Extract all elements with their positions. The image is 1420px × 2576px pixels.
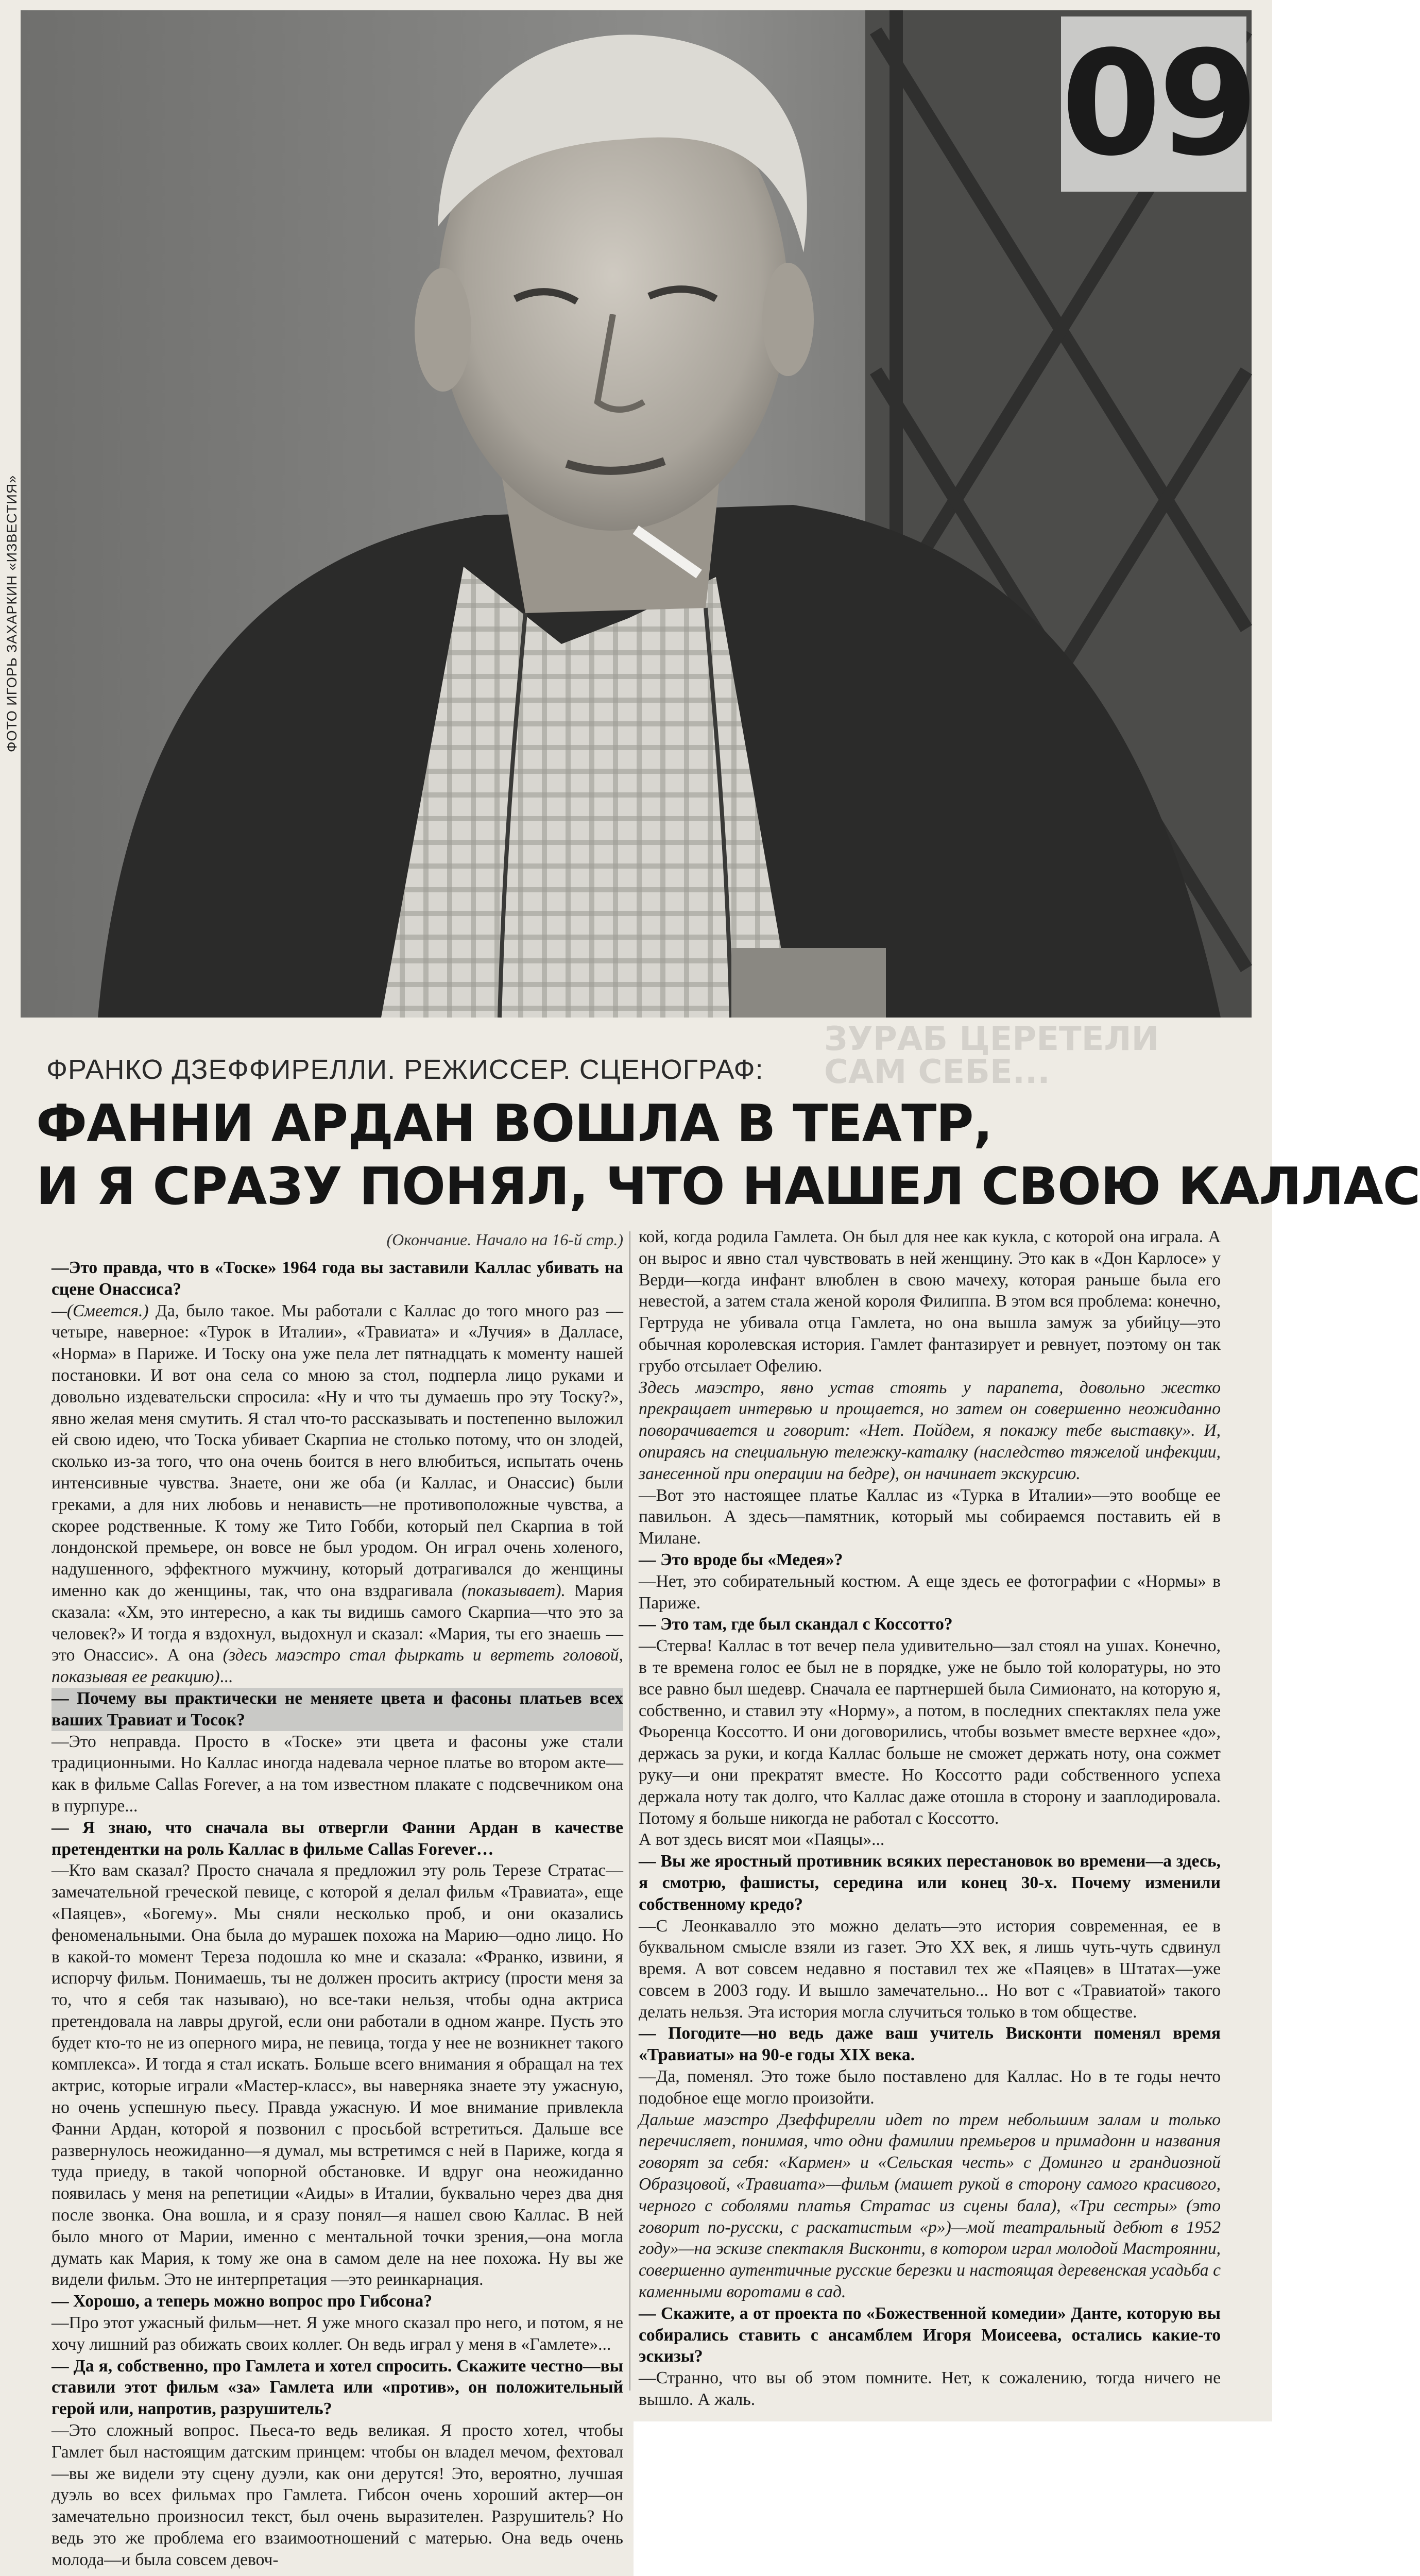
question-1: —Это правда, что в «Тоске» 1964 года вы заставили Каллас убивать на сцене Онассиса? [52, 1258, 623, 1299]
answer-3: —Кто вам сказал? Просто сначала я предложил эту роль Терезе Стратас—замечательной греческой певице, с которой я делал фильм «Травиата», еще «Паяцев», «Богему». Мы сняли несколько проб, и они оказались феноменальными. Она была до мурашек похожа на Марию—одно лицо. Но в какой-то момент Тереза подошла ко мне и сказала: «Франко, извини, я испорчу фильм. Понимаешь, ты не должен просить актрису (прости меня за то, что я себя так называю), но все-таки нельзя, чтобы одна актриса претендовала на лавры другой, если они работали в одном жанре. Пусть это будет кто-то не из оперного мира, не певица, тогда у нее не возникнет такого комплекса». И тогда я стал искать. Больше всего внимания я обращал на тех актрис, которые играли «Мастер-класс», вы наверняка знаете эту ужасную, но очень успешную пьесу. Правда ужасную. И мое внимание привлекла Фанни Ардан, которой я позвонил с просьбой встретиться. Дальше все развернулось неожиданно—я думал, мы встретимся с ней в Париже, когда я туда приеду, в такой чопорной обстановке. И вдруг она неожиданно появилась у меня на репетиции «Аиды» в Италии, буквально через два дня после звонка. Она вошла, и я сразу понял—я нашел свою Каллас. В ней было много от Марии, именно с ментальной точки зрения,—она могла думать как Мария, к тому же она в самом деле на нее похожа. Ну вы же видели фильм. Это не интерпретация —это реинкарнация. [52, 1861, 623, 2290]
answer-1-aside-3: (здесь маэстро стал фыркать и вертеть головой, показывая ее реакцию) [52, 1646, 623, 1687]
paragraph-5-italic: Дальше маэстро Дзеффирелли идет по трем небольшим залам и только перечисляет, понимая, что одни фамилии премьеров и примадонн и названия говорят за себя: «Кармен» и «Сельская честь» с Доминго и грандиозной Образцовой, «Травиата»—фильм (машет рукой в сторону самого красивого, черного с соболями платья Стратас из сцены бала), «Три сестры» (это говорит по-русски, с раскатистым «р»)—мой театральный дебют в 1952 году»—на эскизе спектакля Висконти, в котором играл молодой Мастроянни, совершенно аутентичные русские березки и настоящая деревенская усадьба с каменными воротами в сад. [639, 2110, 1221, 2302]
question-5: — Да я, собственно, про Гамлета и хотел спросить. Скажите честно—вы ставили этот фильм «за» Гамлета или «против», он положительный герой или, напротив, разрушитель? [52, 2356, 623, 2419]
paragraph-2-italic: Здесь маэстро, явно устав стоять у парапета, довольно жестко прекращает интервью и прощается, но затем он совершенно неожиданно поворачивается и говорит: «Нет. Пойдем, я покажу тебе выставку». И, опираясь на специальную тележку-каталку (наследство тяжелой инфекции, занесенной при операции на бедре), он начинает экскурсию. [639, 1378, 1221, 1483]
paragraph-1: кой, когда родила Гамлета. Он был для нее как кукла, с которой она играла. А он вырос и явно стал чувствовать в ней женщину. Это как в «Дон Карлосе» у Верди—когда инфант влюблен в свою мачеху, которая раньше была его невестой, а затем стала женой короля Филиппа. В этом вся проблема: конечно, Гертруда не убивала отца Гамлета, но она вышла замуж за убийцу—это обычная королевская история. Гамлет фантазирует и ревнует, поэтому он так грубо отсылает Офелию. [639, 1227, 1221, 1376]
question-3: — Я знаю, что сначала вы отвергли Фанни Ардан в качестве претендентки на роль Каллас в фильме Callas Forever… [52, 1818, 623, 1859]
photo-credit: ФОТО ИГОРЬ ЗАХАРКИН «ИЗВЕСТИЯ» [4, 474, 20, 752]
paragraph-4: А вот здесь висят мои «Паяцы»... [639, 1830, 885, 1850]
answer-1 [52, 1300, 623, 1688]
answer-1-aside: —(Смеется.) [52, 1301, 149, 1320]
bleed-line-1: ЗУРАБ ЦЕРЕТЕЛИ [824, 1020, 1159, 1058]
question-4: — Хорошо, а теперь можно вопрос про Гибсона? [52, 2292, 433, 2311]
answer-9: —Да, поменял. Это тоже было поставлено для Каллас. Но в те годы нечто подобное еще могло произойти. [639, 2067, 1221, 2108]
column-divider [629, 1231, 630, 2391]
question-7: — Это там, где был скандал с Коссотто? [639, 1615, 953, 1634]
answer-1-text-2: Мария сказала: «Хм, это интересно, а как ты видишь самого Скарпиа—что это за человек?» И тогда я вздохнул, выдохнул и сказал: «Мария, ты его знаешь —это Онассис». А она [52, 1581, 623, 1665]
answer-2: —Это неправда. Просто в «Тоске» эти цвета и фасоны уже стали традиционными. Но Каллас иногда надевала черное платье во втором акте—как в фильме Callas Forever, а на том известном плакате с подсвечником она в пурпуре... [52, 1732, 623, 1816]
paragraph-3: —Вот это настоящее платье Каллас из «Турка в Италии»—это вообще ее павильон. А здесь—памятник, который мы собираемся поставить ей в Милане. [639, 1485, 1221, 1548]
article-kicker: ФРАНКО ДЗЕФФИРЕЛЛИ. РЕЖИССЕР. СЦЕНОГРАФ: [46, 1054, 764, 1085]
headline-line-2: И Я СРАЗУ ПОНЯЛ, ЧТО НАШЕЛ СВОЮ КАЛЛАС [36, 1156, 1420, 1216]
question-2: — Почему вы практически не меняете цвета и фасоны платьев всех ваших Травиат и Тосок? [52, 1688, 623, 1731]
page-number: 09 [1061, 16, 1246, 192]
answer-5: —Это сложный вопрос. Пьеса-то ведь великая. Я просто хотел, чтобы Гамлет был настоящим датским принцем: чтобы он владел мечом, фехтовал—вы же видели эту сцену дуэли, как они дерутся! Это, вероятно, лучшая дуэль во всех фильмах про Гамлета. Гибсон очень хороший актер—он замечательно произносил текст, был очень выразителен. Разрушитель? Но ведь это же проблема его взаимоотношений с матерью. Она ведь очень молода—и была совсем девоч- [52, 2421, 623, 2569]
answer-1-text: Да, было такое. Мы работали с Каллас до того много раз —четыре, наверное: «Турок в Италии», «Травиата» и «Лучия» в Далласе, «Норма» в Париже. И Тоску она уже пела лет пятнадцать к моменту нашей постановки. И вот она села со мною за стол, подперла лицо руками и довольно издевательски спросила: «Ну и что ты думаешь про эту Тоску?», явно желая меня смутить. Я стал что-то рассказывать и постепенно выложил ей свою идею, что Тоска убивает Скарпиа не столько потому, что он злодей, сколько из-за того, что она очень боится в него влюбиться, испытать очень интенсивные чувства. Знаете, они же оба (и Каллас, и Онассис) были греками, а для них любовь и ненависть—не противоположные чувства, а скорее родственные. К тому же Тито Гобби, который пел Скарпиа в той лондонской премьере, он вовсе не был уродом. Он играл очень холеного, надушенного, эффектного мужчину, который дотрагивался до женщины именно как до женщины, так, что она вздрагивала [52, 1301, 623, 1600]
right-column [639, 1226, 1221, 2411]
answer-8: —С Леонкавалло это можно делать—это история современная, ее в буквальном смысле взяли из газет. Это XX век, я лишь чуть-чуть сдвинул время. А вот совсем недавно я поставил тех же «Паяцев» в Штатах—уже совсем в 2003 году. И вышло замечательно... Но вот с «Травиатой» такого делать нельзя. Эта история могла случиться только в том обществе. [639, 1916, 1221, 2022]
headline-line-1: ФАННИ АРДАН ВОШЛА В ТЕАТР, [36, 1093, 993, 1154]
left-column [52, 1257, 623, 2571]
bleed-line-2: САМ СЕБЕ... [824, 1053, 1050, 1091]
blank-margin [634, 2421, 1272, 2576]
answer-7: —Стерва! Каллас в тот вечер пела удивительно—зал стоял на ушах. Конечно, в те времена голос ее был не в порядке, уже не было той колоратуры, но это все равно был шедевр. Сначала ее партнершей была Симионато, на которую я, собственно, и ставил эту «Норму», а потом, в последних спектаклях пела уже Фьоренца Коссотто. И они договорились, чтобы возьмет вместе верхнее «до», держась за руки, и когда Каллас больше не сможет держать ноту, она сожмет руку—и они прекратят вместе. Но Коссотто ради собственного успеха держала ноту так долго, что Каллас даже отошла в сторону и зааплодировала. Потому я больше никогда не работал с Коссотто. [639, 1636, 1221, 1828]
question-9: — Погодите—но ведь даже ваш учитель Висконти поменял время «Травиаты» на 90-е годы XIX века. [639, 2024, 1221, 2065]
question-6: — Это вроде бы «Медея»? [639, 1550, 843, 1569]
answer-4: —Про этот ужасный фильм—нет. Я уже много сказал про него, и потом, я не хочу лишний раз обижать своих коллег. Он ведь играл у меня в «Гамлете»... [52, 2313, 623, 2354]
answer-1-tail: ... [219, 1667, 233, 1687]
continuation-note: (Окончание. Начало на 16-й стр.) [386, 1230, 623, 1249]
question-10: — Скажите, а от проекта по «Божественной комедии» Данте, которую вы собирались ставить с ансамблем Игоря Моисеева, остались какие-то эскизы? [639, 2303, 1221, 2366]
answer-6: —Нет, это собирательный костюм. А еще здесь ее фотографии с «Нормы» в Париже. [639, 1571, 1221, 1613]
question-8: — Вы же яростный противник всяких перестановок во времени—а здесь, я смотрю, фашисты, середина или конец 30-х. Почему изменили собственному кредо? [639, 1852, 1221, 1914]
article-headline [36, 1092, 1420, 1221]
answer-1-aside-2: (показывает). [461, 1581, 566, 1600]
answer-10: —Странно, что вы об этом помните. Нет, к сожалению, тогда ничего не вышло. А жаль. [639, 2368, 1221, 2410]
